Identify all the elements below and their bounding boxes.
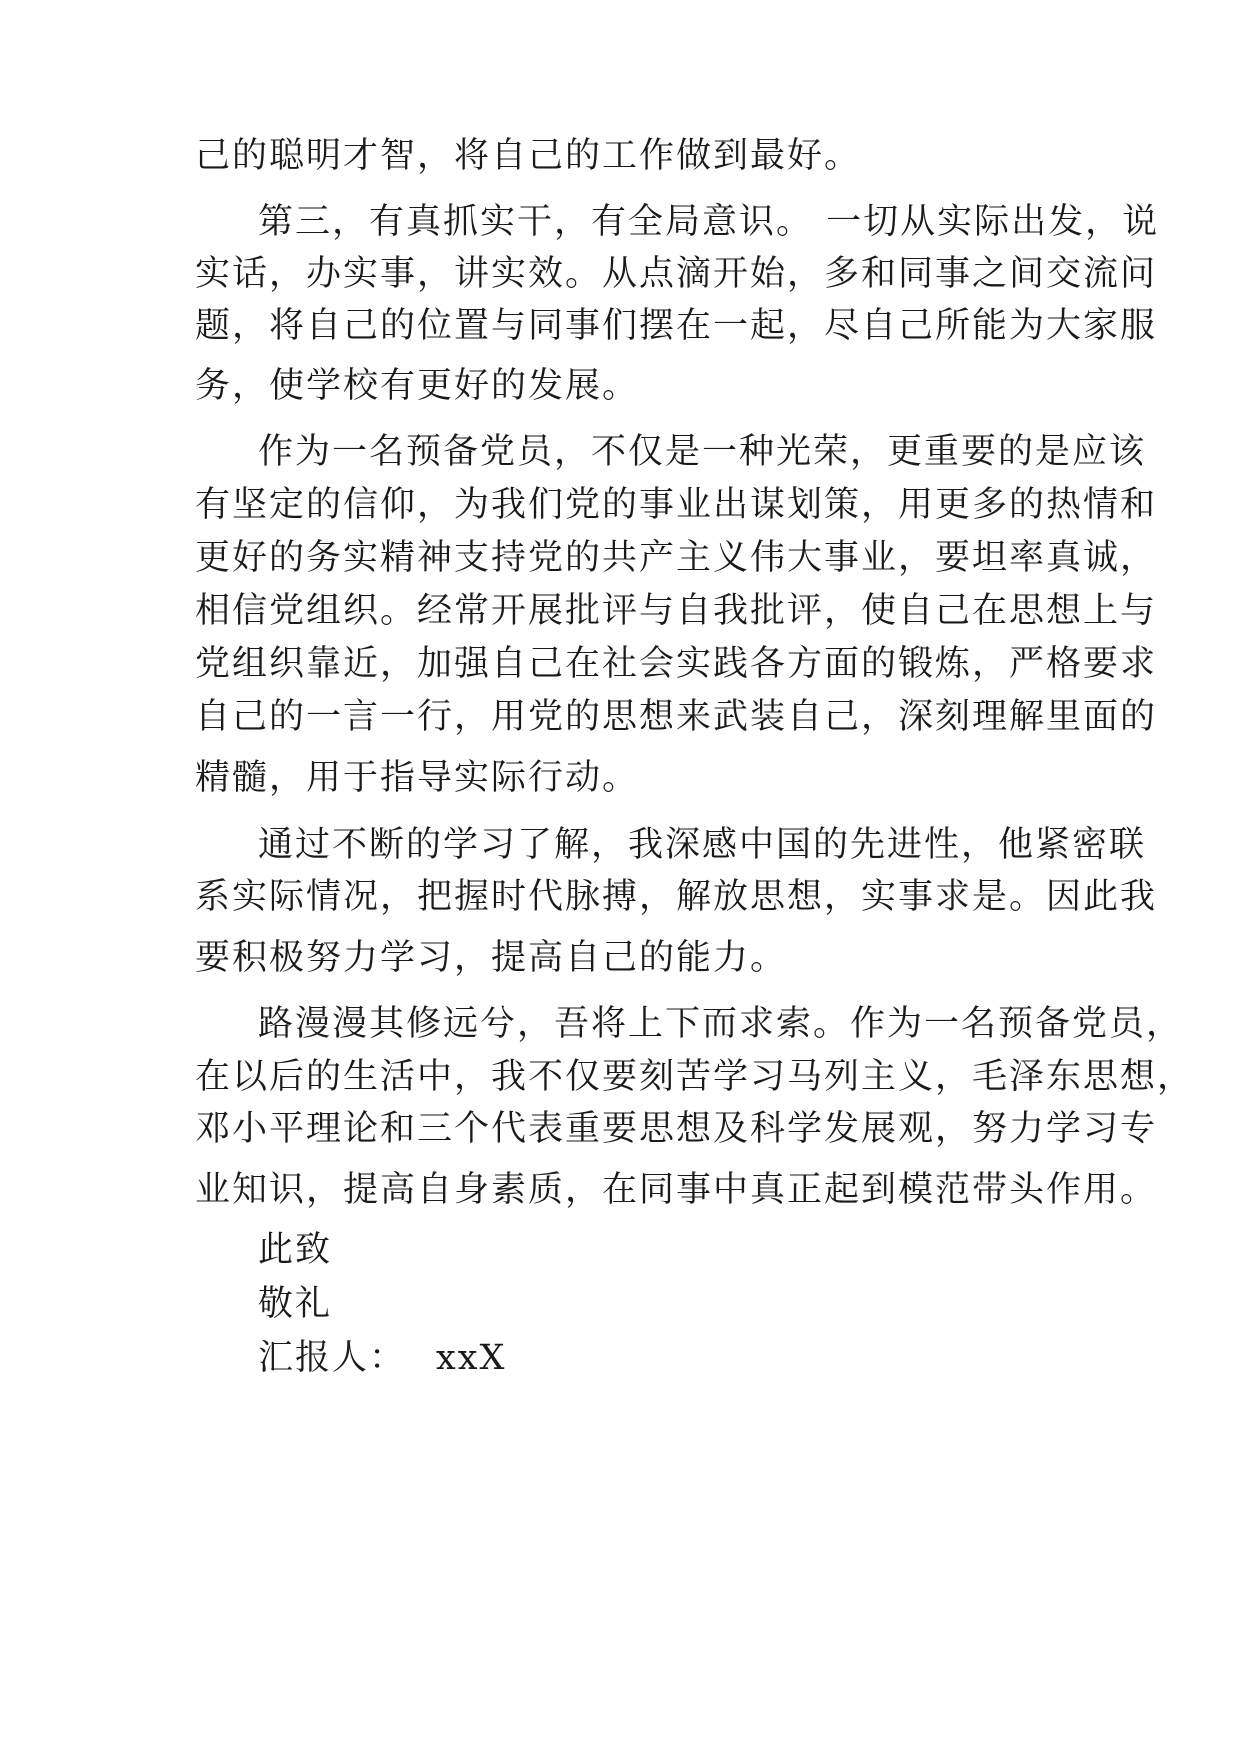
paragraph-line: 自己的一言一行，用党的思想来武装自己，深刻理解里面的 (195, 697, 1158, 737)
reporter-signature (258, 1330, 506, 1380)
paragraph-line: 己的聪明才智，将自己的工作做到最好。 (195, 136, 862, 176)
closing-salutation: 此致 (258, 1230, 333, 1270)
paragraph-line: 业知识，提高自身素质，在同事中真正起到模范带头作用。 (195, 1170, 1158, 1210)
paragraph-line: 务，使学校有更好的发展。 (195, 366, 640, 406)
paragraph-line: 更好的务实精神支持党的共产主义伟大事业，要坦率真诚， (195, 538, 1158, 578)
paragraph-line: 系实际情况，把握时代脉搏，解放思想，实事求是。因此我 (195, 877, 1158, 917)
paragraph-line: 有坚定的信仰，为我们党的事业出谋划策，用更多的热情和 (195, 485, 1158, 525)
closing-salutation: 敬礼 (258, 1284, 333, 1324)
paragraph-line: 通过不断的学习了解，我深感中国的先进性，他紧密联 (258, 825, 1147, 865)
paragraph-line: 邓小平理论和三个代表重要思想及科学发展观，努力学习专 (195, 1109, 1158, 1149)
paragraph-line: 党组织靠近，加强自己在社会实践各方面的锻炼，严格要求 (195, 644, 1158, 684)
paragraph-line: 在以后的生活中，我不仅要刻苦学习马列主义，毛泽东思想， (195, 1057, 1195, 1097)
paragraph-line: 题，将自己的位置与同事们摆在一起，尽自己所能为大家服 (195, 306, 1158, 346)
paragraph-line: 作为一名预备党员，不仅是一种光荣，更重要的是应该 (258, 432, 1147, 472)
paragraph-line: 路漫漫其修远兮，吾将上下而求索。作为一名预备党员， (258, 1004, 1184, 1044)
paragraph-line: 精髓，用于指导实际行动。 (195, 758, 640, 798)
paragraph-line: 实话，办实事，讲实效。从点滴开始，多和同事之间交流问 (195, 254, 1158, 294)
paragraph-line: 相信党组织。经常开展批评与自我批评，使自己在思想上与 (195, 591, 1158, 631)
paragraph-line: 第三，有真抓实干，有全局意识。 一切从实际出发，说 (258, 202, 1160, 242)
paragraph-line: 要积极努力学习，提高自己的能力。 (195, 938, 788, 978)
reporter-name: xxX (436, 1338, 507, 1378)
reporter-label: 汇报人： (258, 1338, 407, 1378)
